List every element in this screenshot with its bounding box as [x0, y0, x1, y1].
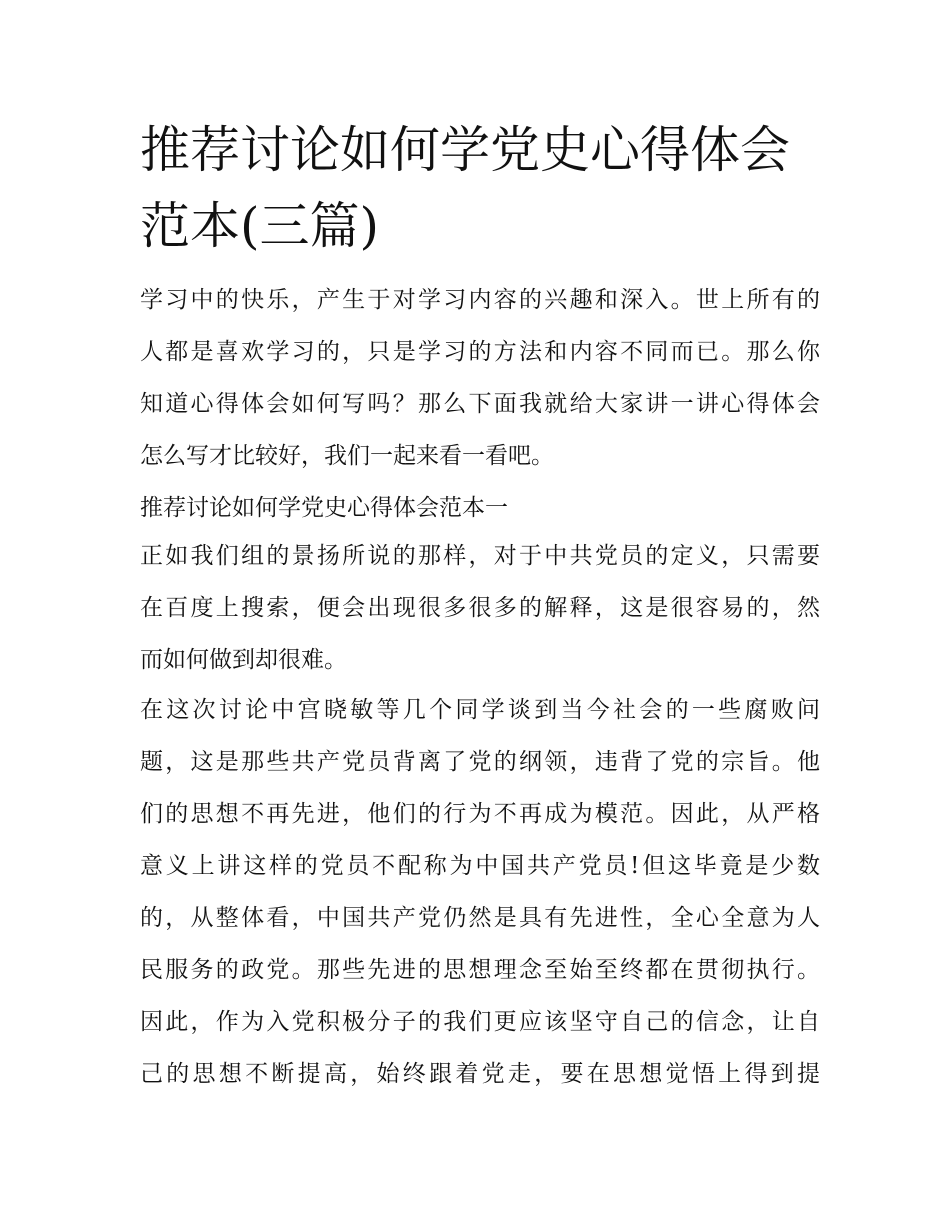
- intro-line: 人都是喜欢学习的，只是学习的方法和内容不同而已。那么你: [140, 339, 820, 365]
- paragraph-2-line: 意义上讲这样的党员不配称为中国共产党员!但这毕竟是少数: [140, 853, 820, 879]
- paragraph-2-line: 的，从整体看，中国共产党仍然是具有先进性，全心全意为人: [140, 905, 820, 931]
- paragraph-2-line: 己的思想不断提高，始终跟着党走，要在思想觉悟上得到提: [140, 1061, 820, 1087]
- intro-line: 怎么写才比较好，我们一起来看一看吧。: [140, 443, 554, 469]
- paragraph-2-line: 们的思想不再先进，他们的行为不再成为模范。因此，从严格: [140, 801, 820, 827]
- paragraph-1-line: 而如何做到却很难。: [140, 647, 347, 673]
- document-title: [140, 112, 820, 264]
- section-heading: 推荐讨论如何学党史心得体会范本一: [140, 495, 508, 521]
- title-line-2: 范本(三篇): [140, 197, 380, 255]
- paragraph-2-line: 在这次讨论中宫晓敏等几个同学谈到当今社会的一些腐败问: [140, 697, 820, 723]
- paragraph-2-line: 民服务的政党。那些先进的思想理念至始至终都在贯彻执行。: [140, 957, 820, 983]
- paragraph-2-line: 题，这是那些共产党员背离了党的纲领，违背了党的宗旨。他: [140, 749, 820, 775]
- intro-line: 学习中的快乐，产生于对学习内容的兴趣和深入。世上所有的: [140, 287, 820, 313]
- title-line-1: 推荐讨论如何学党史心得体会: [140, 121, 790, 179]
- paragraph-1-line: 在百度上搜索，便会出现很多很多的解释，这是很容易的，然: [140, 595, 820, 621]
- paragraph-1-line: 正如我们组的景扬所说的那样，对于中共党员的定义，只需要: [140, 543, 820, 569]
- intro-line: 知道心得体会如何写吗？那么下面我就给大家讲一讲心得体会: [140, 391, 820, 417]
- paragraph-2-line: 因此，作为入党积极分子的我们更应该坚守自己的信念，让自: [140, 1009, 820, 1035]
